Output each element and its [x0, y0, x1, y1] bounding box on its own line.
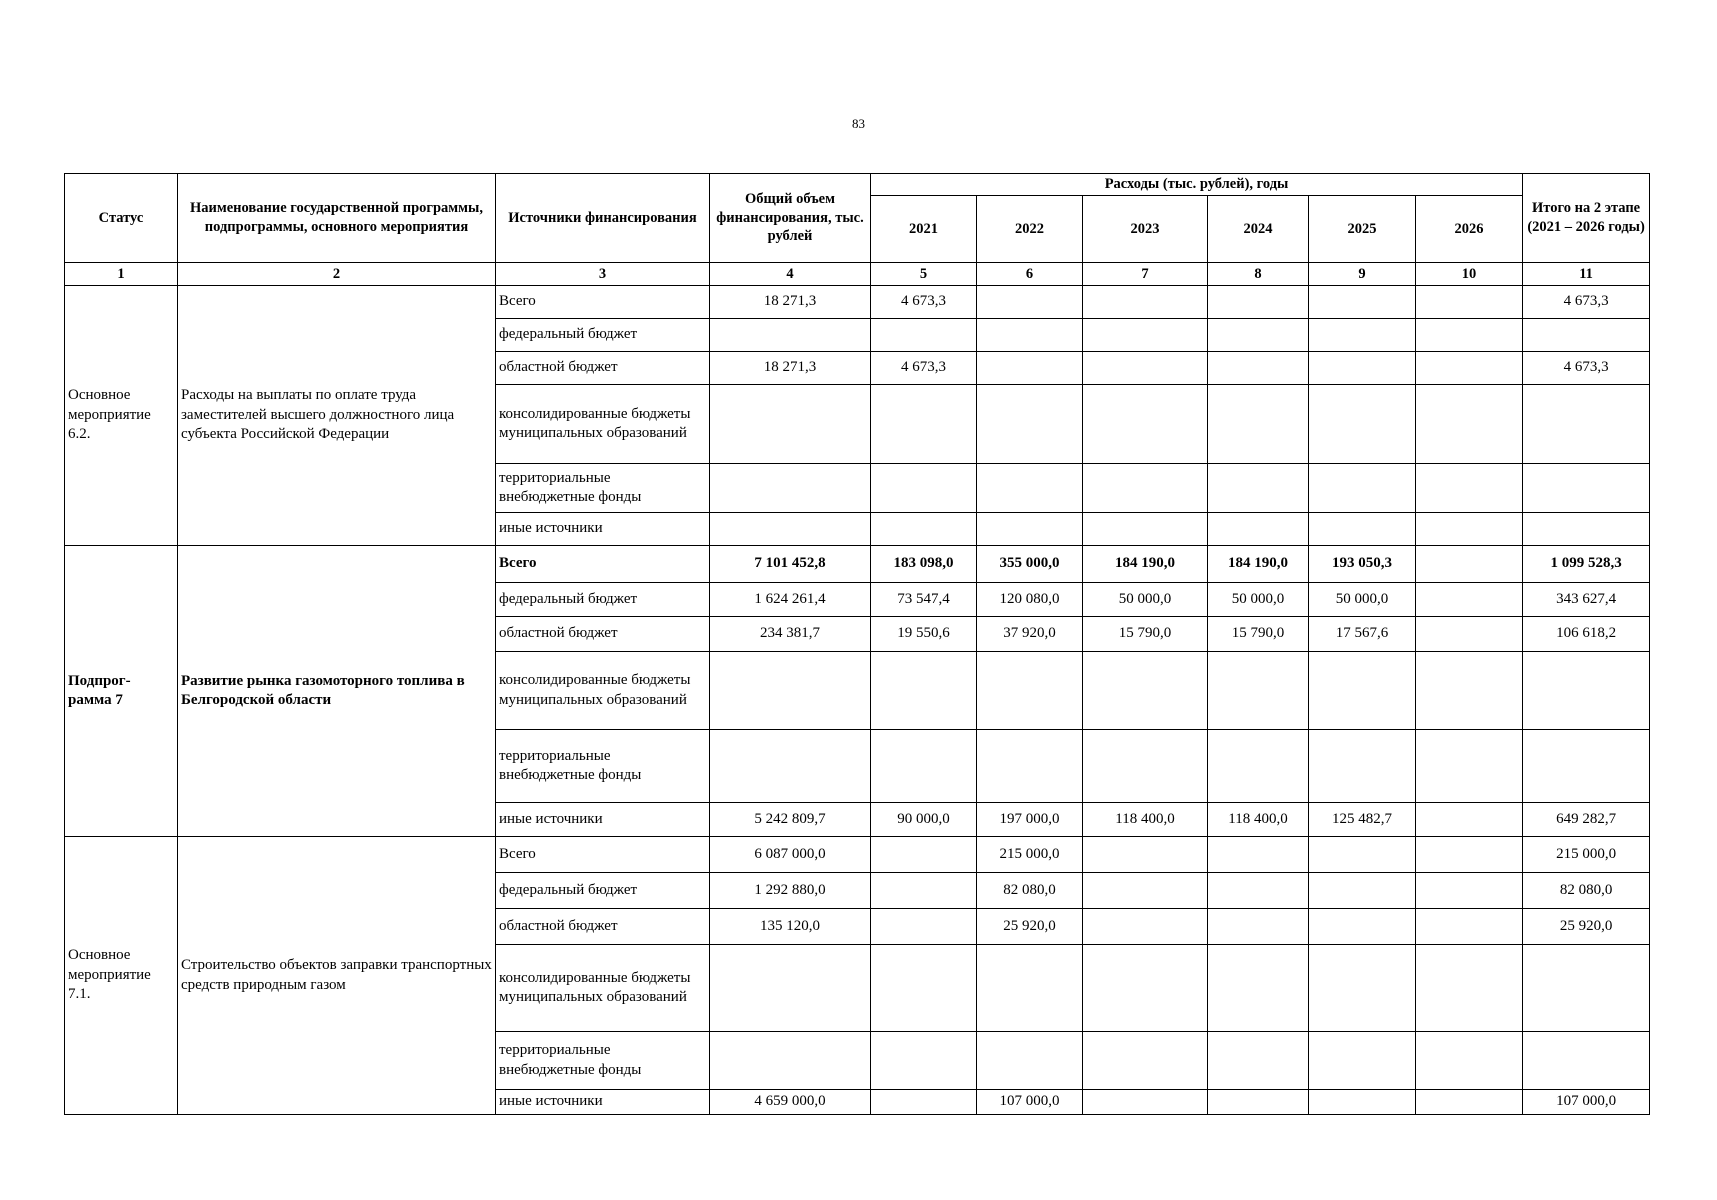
header-name: Наименование государственной программы, подпрограммы, основного мероприятия: [178, 174, 496, 263]
stage-total-cell: [1523, 513, 1650, 546]
program-name-cell: Строительство объектов заправки транспортных средств природным газом: [178, 837, 496, 1115]
year-2023-cell: [1083, 945, 1208, 1032]
year-2023-cell: [1083, 319, 1208, 352]
year-2022-cell: [977, 385, 1083, 464]
header-year: 2021: [871, 196, 977, 263]
year-2023-cell: [1083, 1090, 1208, 1115]
funding-source-cell: федеральный бюджет: [496, 583, 710, 617]
stage-total-cell: 25 920,0: [1523, 909, 1650, 945]
year-2022-cell: [977, 945, 1083, 1032]
year-2024-cell: [1208, 909, 1309, 945]
stage-total-cell: 1 099 528,3: [1523, 546, 1650, 583]
year-2025-cell: [1309, 873, 1416, 909]
year-2024-cell: [1208, 385, 1309, 464]
year-2021-cell: [871, 730, 977, 803]
year-2021-cell: [871, 319, 977, 352]
year-2021-cell: 4 673,3: [871, 286, 977, 319]
funding-source-cell: консолидированные бюджеты муниципальных образований: [496, 945, 710, 1032]
year-2022-cell: [977, 286, 1083, 319]
year-2024-cell: [1208, 1090, 1309, 1115]
stage-total-cell: 4 673,3: [1523, 352, 1650, 385]
funding-source-cell: территориальные внебюджетные фонды: [496, 1032, 710, 1090]
total-volume-cell: [710, 652, 871, 730]
year-2023-cell: [1083, 286, 1208, 319]
year-2021-cell: [871, 909, 977, 945]
stage-total-cell: 343 627,4: [1523, 583, 1650, 617]
year-2025-cell: [1309, 385, 1416, 464]
stage-total-cell: 215 000,0: [1523, 837, 1650, 873]
year-2024-cell: 50 000,0: [1208, 583, 1309, 617]
total-volume-cell: 234 381,7: [710, 617, 871, 652]
total-volume-cell: 135 120,0: [710, 909, 871, 945]
year-2026-cell: [1416, 909, 1523, 945]
year-2023-cell: [1083, 873, 1208, 909]
year-2024-cell: [1208, 513, 1309, 546]
year-2023-cell: [1083, 385, 1208, 464]
year-2026-cell: [1416, 286, 1523, 319]
total-volume-cell: 7 101 452,8: [710, 546, 871, 583]
year-2023-cell: 118 400,0: [1083, 803, 1208, 837]
header-year: 2023: [1083, 196, 1208, 263]
year-2024-cell: [1208, 730, 1309, 803]
year-2022-cell: 215 000,0: [977, 837, 1083, 873]
year-2023-cell: [1083, 464, 1208, 513]
column-number: 1: [65, 263, 178, 286]
year-2021-cell: [871, 513, 977, 546]
stage-total-cell: [1523, 1032, 1650, 1090]
funding-source-cell: Всего: [496, 837, 710, 873]
funding-source-cell: областной бюджет: [496, 909, 710, 945]
header-year: 2022: [977, 196, 1083, 263]
stage-total-cell: 106 618,2: [1523, 617, 1650, 652]
total-volume-cell: [710, 464, 871, 513]
column-number: 10: [1416, 263, 1523, 286]
total-volume-cell: 18 271,3: [710, 352, 871, 385]
status-cell: Основное мероприятие 7.1.: [65, 837, 178, 1115]
year-2026-cell: [1416, 513, 1523, 546]
year-2025-cell: [1309, 319, 1416, 352]
year-2026-cell: [1416, 1090, 1523, 1115]
year-2025-cell: [1309, 652, 1416, 730]
header-stage-total: Итого на 2 этапе (2021 – 2026 годы): [1523, 174, 1650, 263]
year-2022-cell: 197 000,0: [977, 803, 1083, 837]
year-2021-cell: 90 000,0: [871, 803, 977, 837]
year-2021-cell: [871, 945, 977, 1032]
year-2026-cell: [1416, 583, 1523, 617]
year-2023-cell: 15 790,0: [1083, 617, 1208, 652]
status-cell: Подпрог-рамма 7: [65, 546, 178, 837]
header-total-volume: Общий объем финансирования, тыс. рублей: [710, 174, 871, 263]
year-2026-cell: [1416, 319, 1523, 352]
header-sources: Источники финансирования: [496, 174, 710, 263]
year-2026-cell: [1416, 617, 1523, 652]
year-2024-cell: 15 790,0: [1208, 617, 1309, 652]
table-row: [65, 286, 1650, 319]
total-volume-cell: 4 659 000,0: [710, 1090, 871, 1115]
year-2025-cell: [1309, 945, 1416, 1032]
year-2026-cell: [1416, 385, 1523, 464]
year-2021-cell: [871, 464, 977, 513]
header-year: 2026: [1416, 196, 1523, 263]
year-2025-cell: [1309, 837, 1416, 873]
table-row: [65, 546, 1650, 583]
column-number: 8: [1208, 263, 1309, 286]
year-2026-cell: [1416, 546, 1523, 583]
year-2025-cell: [1309, 464, 1416, 513]
total-volume-cell: [710, 1032, 871, 1090]
year-2021-cell: 73 547,4: [871, 583, 977, 617]
funding-source-cell: федеральный бюджет: [496, 319, 710, 352]
funding-source-cell: консолидированные бюджеты муниципальных образований: [496, 652, 710, 730]
year-2025-cell: 50 000,0: [1309, 583, 1416, 617]
year-2024-cell: [1208, 1032, 1309, 1090]
year-2021-cell: 19 550,6: [871, 617, 977, 652]
funding-source-cell: Всего: [496, 286, 710, 319]
stage-total-cell: [1523, 319, 1650, 352]
year-2026-cell: [1416, 945, 1523, 1032]
year-2026-cell: [1416, 352, 1523, 385]
year-2024-cell: 118 400,0: [1208, 803, 1309, 837]
year-2025-cell: [1309, 513, 1416, 546]
year-2021-cell: 183 098,0: [871, 546, 977, 583]
column-number: 4: [710, 263, 871, 286]
header-year: 2025: [1309, 196, 1416, 263]
column-number: 2: [178, 263, 496, 286]
program-name-cell: Развитие рынка газомоторного топлива в Белгородской области: [178, 546, 496, 837]
stage-total-cell: [1523, 652, 1650, 730]
year-2021-cell: [871, 837, 977, 873]
status-cell: Основное мероприятие 6.2.: [65, 286, 178, 546]
page-number: 83: [852, 116, 865, 131]
total-volume-cell: [710, 385, 871, 464]
year-2022-cell: [977, 352, 1083, 385]
table-row: [65, 837, 1650, 873]
year-2026-cell: [1416, 1032, 1523, 1090]
year-2021-cell: [871, 873, 977, 909]
year-2021-cell: [871, 1032, 977, 1090]
year-2023-cell: [1083, 652, 1208, 730]
funding-source-cell: иные источники: [496, 513, 710, 546]
year-2024-cell: [1208, 837, 1309, 873]
year-2026-cell: [1416, 652, 1523, 730]
year-2023-cell: [1083, 730, 1208, 803]
year-2024-cell: [1208, 652, 1309, 730]
year-2022-cell: [977, 513, 1083, 546]
year-2022-cell: 25 920,0: [977, 909, 1083, 945]
year-2026-cell: [1416, 803, 1523, 837]
year-2026-cell: [1416, 464, 1523, 513]
year-2022-cell: 355 000,0: [977, 546, 1083, 583]
year-2022-cell: 120 080,0: [977, 583, 1083, 617]
year-2023-cell: [1083, 513, 1208, 546]
year-2026-cell: [1416, 730, 1523, 803]
year-2023-cell: 184 190,0: [1083, 546, 1208, 583]
column-number: 6: [977, 263, 1083, 286]
year-2025-cell: [1309, 909, 1416, 945]
stage-total-cell: 649 282,7: [1523, 803, 1650, 837]
year-2021-cell: [871, 1090, 977, 1115]
program-name-cell: Расходы на выплаты по оплате труда заместителей высшего должностного лица субъекта Российской Федерации: [178, 286, 496, 546]
year-2024-cell: [1208, 464, 1309, 513]
column-number: 9: [1309, 263, 1416, 286]
header-status: Статус: [65, 174, 178, 263]
year-2025-cell: [1309, 352, 1416, 385]
total-volume-cell: [710, 513, 871, 546]
total-volume-cell: [710, 319, 871, 352]
year-2023-cell: [1083, 909, 1208, 945]
year-2025-cell: [1309, 1090, 1416, 1115]
year-2026-cell: [1416, 873, 1523, 909]
year-2021-cell: 4 673,3: [871, 352, 977, 385]
stage-total-cell: 4 673,3: [1523, 286, 1650, 319]
year-2025-cell: [1309, 1032, 1416, 1090]
year-2024-cell: [1208, 945, 1309, 1032]
year-2022-cell: 107 000,0: [977, 1090, 1083, 1115]
total-volume-cell: 5 242 809,7: [710, 803, 871, 837]
year-2023-cell: [1083, 352, 1208, 385]
year-2025-cell: 193 050,3: [1309, 546, 1416, 583]
year-2024-cell: [1208, 873, 1309, 909]
funding-source-cell: территориальные внебюджетные фонды: [496, 464, 710, 513]
year-2021-cell: [871, 652, 977, 730]
stage-total-cell: [1523, 385, 1650, 464]
column-number: 3: [496, 263, 710, 286]
year-2025-cell: [1309, 730, 1416, 803]
year-2026-cell: [1416, 837, 1523, 873]
year-2024-cell: [1208, 286, 1309, 319]
year-2021-cell: [871, 385, 977, 464]
year-2023-cell: 50 000,0: [1083, 583, 1208, 617]
year-2023-cell: [1083, 1032, 1208, 1090]
total-volume-cell: [710, 945, 871, 1032]
year-2022-cell: [977, 730, 1083, 803]
total-volume-cell: 1 624 261,4: [710, 583, 871, 617]
column-number: 5: [871, 263, 977, 286]
column-number: 7: [1083, 263, 1208, 286]
year-2022-cell: 82 080,0: [977, 873, 1083, 909]
funding-source-cell: областной бюджет: [496, 352, 710, 385]
header-year: 2024: [1208, 196, 1309, 263]
total-volume-cell: 6 087 000,0: [710, 837, 871, 873]
funding-source-cell: областной бюджет: [496, 617, 710, 652]
year-2024-cell: 184 190,0: [1208, 546, 1309, 583]
funding-source-cell: Всего: [496, 546, 710, 583]
column-number: 11: [1523, 263, 1650, 286]
year-2022-cell: [977, 464, 1083, 513]
stage-total-cell: 82 080,0: [1523, 873, 1650, 909]
year-2022-cell: [977, 1032, 1083, 1090]
funding-source-cell: консолидированные бюджеты муниципальных образований: [496, 385, 710, 464]
year-2025-cell: 125 482,7: [1309, 803, 1416, 837]
year-2022-cell: [977, 319, 1083, 352]
funding-source-cell: иные источники: [496, 1090, 710, 1115]
year-2024-cell: [1208, 319, 1309, 352]
year-2023-cell: [1083, 837, 1208, 873]
stage-total-cell: [1523, 464, 1650, 513]
total-volume-cell: [710, 730, 871, 803]
year-2025-cell: [1309, 286, 1416, 319]
total-volume-cell: 1 292 880,0: [710, 873, 871, 909]
year-2022-cell: 37 920,0: [977, 617, 1083, 652]
year-2025-cell: 17 567,6: [1309, 617, 1416, 652]
stage-total-cell: [1523, 730, 1650, 803]
funding-source-cell: территориальные внебюджетные фонды: [496, 730, 710, 803]
stage-total-cell: 107 000,0: [1523, 1090, 1650, 1115]
table-body: [65, 286, 1650, 1115]
year-2024-cell: [1208, 352, 1309, 385]
financing-table: [64, 173, 1650, 1115]
funding-source-cell: федеральный бюджет: [496, 873, 710, 909]
funding-source-cell: иные источники: [496, 803, 710, 837]
year-2022-cell: [977, 652, 1083, 730]
header-expenses-group: Расходы (тыс. рублей), годы: [871, 174, 1523, 196]
stage-total-cell: [1523, 945, 1650, 1032]
total-volume-cell: 18 271,3: [710, 286, 871, 319]
